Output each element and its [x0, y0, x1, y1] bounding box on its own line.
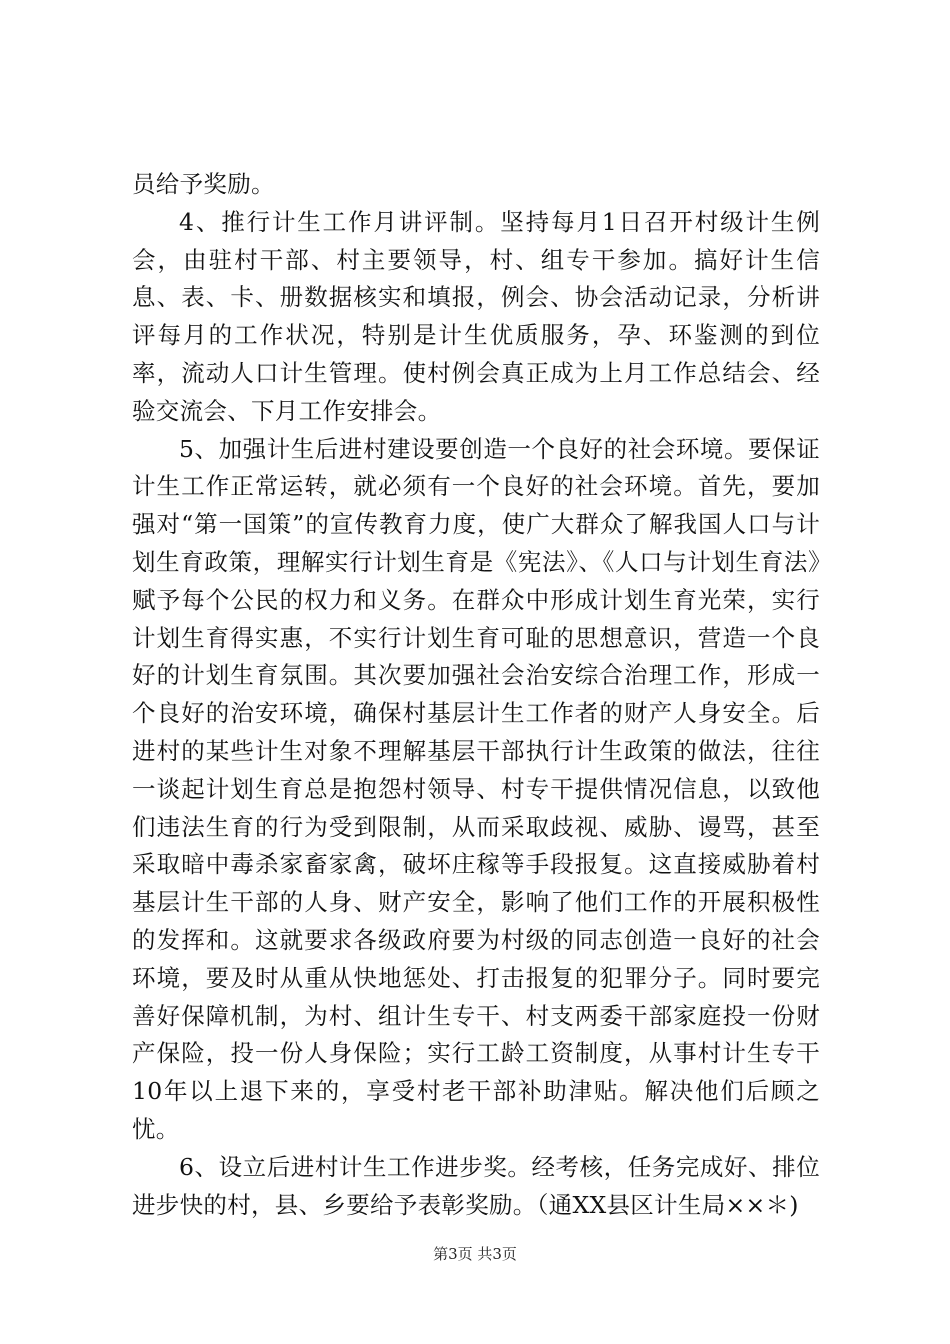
page-number-footer: 第3页 共3页	[433, 1245, 517, 1263]
document-body	[132, 166, 820, 1224]
paragraph-item-6: 6、设立后进村计生工作进步奖。经考核，任务完成好、排位进步快的村，县、乡要给予表彰奖励。（通XX县区计生局××＊)	[132, 1152, 820, 1219]
paragraph-continuation: 员给予奖励。	[132, 170, 275, 198]
paragraph-item-5: 5、加强计生后进村建设要创造一个良好的社会环境。要保证计生工作正常运转，就必须有一个良好的社会环境。首先，要加强对“第一国策”的宣传教育力度，使广大群众了解我国人口与计划生育政策，理解实行计划生育是《宪法》、《人口与计划生育法》赋予每个公民的权力和义务。在群众中形成计划生育光荣，实行计划生育得实惠，不实行计划生育可耻的思想意识，营造一个良好的计划生育氛围。其次要加强社会治安综合治理工作，形成一个良好的治安环境，确保村基层计生工作者的财产人身安全。后进村的某些计生对象不理解基层干部执行计生政策的做法，往往一谈起计划生育总是抱怨村领导、村专干提供情况信息，以致他们违法生育的行为受到限制，从而采取歧视、威胁、谩骂，甚至采取暗中毒杀家畜家禽，破坏庄稼等手段报复。这直接威胁着村基层计生干部的人身、财产安全，影响了他们工作的开展积极性的发挥和。这就要求各级政府要为村级的同志创造一良好的社会环境，要及时从重从快地惩处、打击报复的犯罪分子。同时要完善好保障机制，为村、组计生专干、村支两委干部家庭投一份财产保险，投一份人身保险；实行工龄工资制度，从事村计生专干10年以上退下来的，享受村老干部补助津贴。解决他们后顾之忧。	[132, 434, 820, 1143]
paragraph-item-4: 4、推行计生工作月讲评制。坚持每月1日召开村级计生例会，由驻村干部、村主要领导，村、组专干参加。搞好计生信息、表、卡、册数据核实和填报，例会、协会活动记录，分析讲评每月的工作状况，特别是计生优质服务，孕、环鉴测的到位率，流动人口计生管理。使村例会真正成为上月工作总结会、经验交流会、下月工作安排会。	[132, 207, 820, 425]
